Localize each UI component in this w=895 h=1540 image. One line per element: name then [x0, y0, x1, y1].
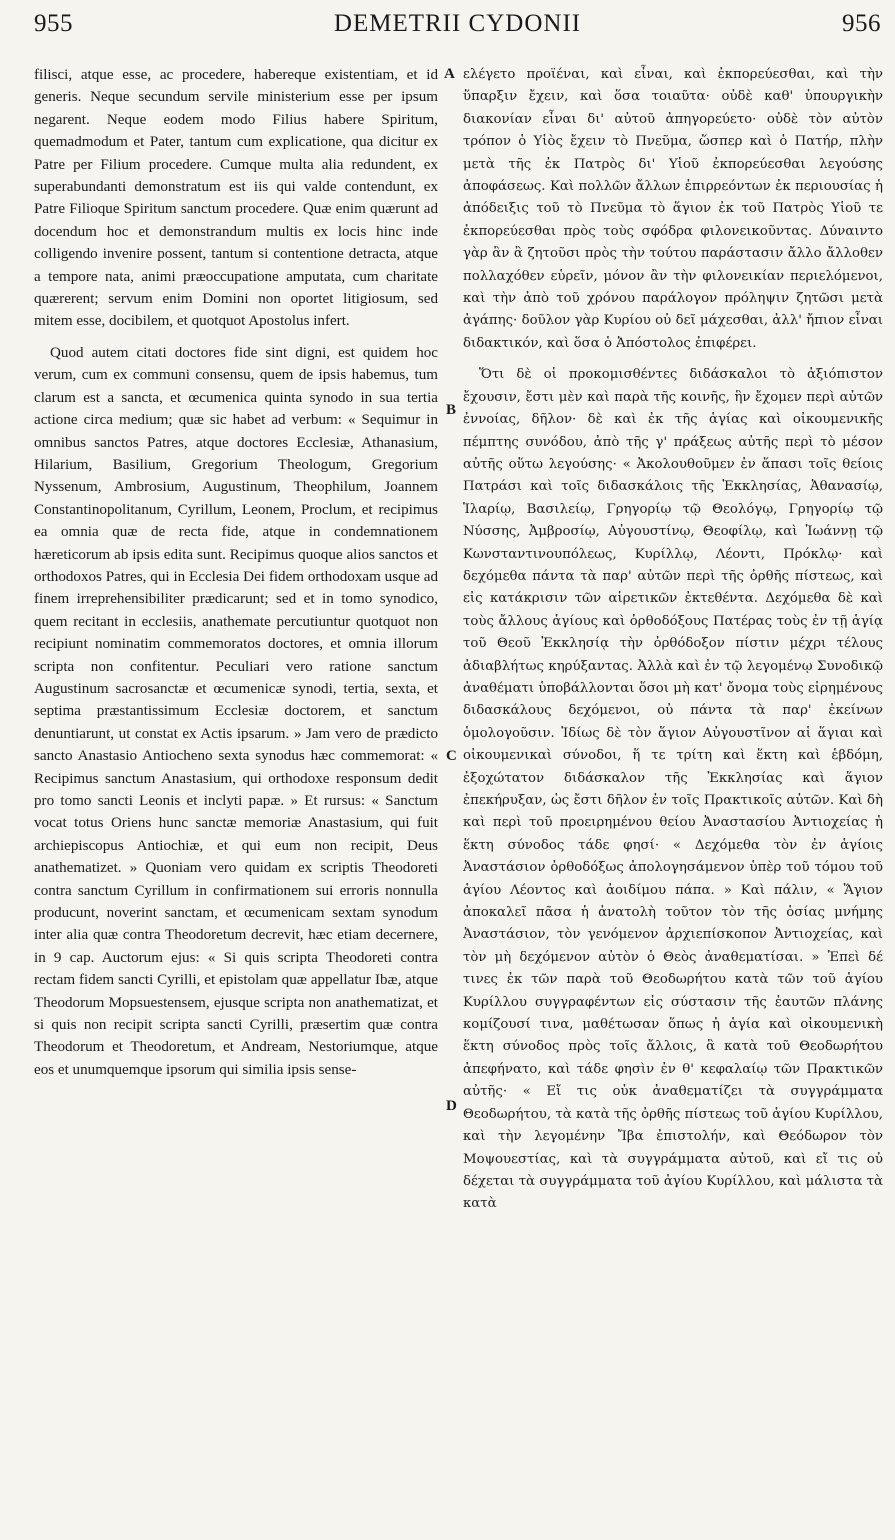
- margin-marker-a: A: [444, 66, 455, 82]
- running-title: DEMETRII CYDONII: [333, 10, 582, 37]
- margin-marker-d: D: [446, 1098, 457, 1114]
- greek-paragraph-2: Ὅτι δὲ οἱ προκομισθέντες διδάσκαλοι τὸ ἀξιόπιστον ἔχουσιν, ἔστι μὲν καὶ παρὰ τῆς κοινῆς, ἣν ἔχομεν περὶ αὐτῶν ἐννοίας, δῆλον· δὲ καὶ ἐκ τῆς ἁγίας καὶ οἰκουμενικῆς πέμπτης συνόδου, ἀπὸ τῆς γ' πράξεως αὐτῆς περὶ τὸ μέσον αὐτῆς οὕτω λεγούσης· « Ἀκολουθοῦμεν ἐν ἅπασι τοῖς θείοις Πατράσι καὶ τοῖς διδασκάλοις τῆς Ἐκκλησίας, Ἀθανασίῳ, Ἱλαρίῳ, Βασιλείῳ, Γρηγορίῳ τῷ Θεολόγῳ, Γρηγορίῳ τῷ Νύσσης, Ἀμβροσίῳ, Αὐγουστίνῳ, Θεοφίλῳ, καὶ Ἰωάννῃ τῷ Κωνσταντινουπόλεως, Κυρίλλῳ, Λέοντι, Πρόκλῳ· καὶ δεχόμεθα πάντα τὰ παρ' αὐτῶν περὶ τῆς ὀρθῆς πίστεως, καὶ εἰς κατάκρισιν τῶν αἱρετικῶν ἐκτεθέντα. Δεχόμεθα δὲ καὶ τοὺς ἄλλους ἁγίους καὶ ὀρθοδόξους Πατέρας τοὺς ἐν τῇ ἁγίᾳ τοῦ Θεοῦ Ἐκκλησίᾳ τὴν ὀρθόδοξον πίστιν μέχρι τέλους ἀδιαβλήτως κηρύξαντας. Ἀλλὰ καὶ ἐν τῷ λεγομένῳ Συνοδικῷ ἀναθέματι ὑποβάλλονται ὅσοι μὴ κατ' ὄνομα τοὺς εἰρημένους διδασκάλους δεχόμενοι, οὐ πάντα τὰ παρ' ἐκείνων ὁμολογοῦσιν. Ἰδίως δὲ τὸν ἅγιον Αὐγουστῖνον αἱ ἅγιαι καὶ οἰκουμενικαὶ σύνοδοι, ἥ τε τρίτη καὶ ἕκτη καὶ ἑβδόμη, ἐξοχώτατον διδάσκαλον τῆς Ἐκκλησίας καὶ ἅγιον ἐπεκήρυξαν, ὡς ἔστι δῆλον ἐν τοῖς Πρακτικοῖς αὐτῶν. Καὶ δὴ καὶ περὶ τοῦ προειρημένου θείου Ἀναστασίου Ἀντιοχείας ἡ ἕκτη σύνοδος τάδε φησί· « Δεχόμεθα τὸν ἐν ἁγίοις Ἀναστάσιον ὀρθοδόξως ἀπολογησάμενον ὑπὲρ τοῦ τόμου τοῦ ἁγίου Λέοντος καὶ ἀοιδίμου πάπα. » Καὶ πάλιν, « Ἅγιον ἀποκαλεῖ πᾶσα ἡ ἀνατολὴ τοῦτον τὸν τῆς ὁσίας μνήμης Ἀναστάσιον, τὸν γενόμενον ἀρχιεπίσκοπον Ἀντιοχείας, καὶ τὸν μὴ δεχόμενον αὐτὸν ὁ Θεὸς ἀναθεματίσαι. » Ἐπεὶ δέ τινες ἐκ τῶν παρὰ τοῦ Θεοδωρήτου κατὰ τῶν τοῦ ἁγίου Κυρίλλου συγγραφέντων εἰς σύστασιν τῆς ἑαυτῶν πλάνης κομίζουσί τινα, μαθέτωσαν ὅπως ἡ ἁγία καὶ οἰκουμενικὴ ἕκτη σύνοδος πρὸς τοῖς ἄλλοις, ἃ κατὰ τοῦ Θεοδωρήτου ἀπεφήνατο, καὶ τάδε φησὶν ἐν θ' κεφαλαίῳ τῶν Πρακτικῶν αὐτῆς· « Εἴ τις οὐκ ἀναθεματίζει τὰ συγγράμματα Θεοδωρήτου, τὰ κατὰ τῆς ὀρθῆς πίστεως τοῦ ἁγίου Κυρίλλου, καὶ τὴν λεγομένην Ἴβα ἐπιστολήν, καὶ Θεόδωρον τὸν Μοψουεστίας, καὶ τὰ συγγράμματα αὐτοῦ, καὶ εἴ τις οὐ δέχεται τὰ συγγράμματα τοῦ ἁγίου Κυρίλλου, καὶ μάλιστα τὰ κατὰ: [463, 367, 883, 1212]
- greek-paragraph-1: ελέγετο προϊέναι, καὶ εἶναι, καὶ ἐκπορεύεσθαι, καὶ τὴν ὕπαρξιν ἔχειν, καὶ ὅσα τοιαῦτα· οὐδὲ καθ' ὑπουργικὴν διακονίαν εἶναι δι' αὐτοῦ ἀπηγορεύετο· οὐδὲ τὸν αὐτὸν τρόπον ὁ Υἱὸς ἔχειν τὸ Πνεῦμα, ὥσπερ καὶ ὁ Πατήρ, πλὴν μετὰ τῆς ἐκ Πατρὸς δι' Υἱοῦ ἐκπορεύεσθαι λεγούσης ἀποφάσεως. Καὶ πολλῶν ἄλλων ἐπιρρεόντων ἐκ περιουσίας ἡ ἀπόδειξις τοῦ τὸ Πνεῦμα τὸ ἅγιον ἐκ τοῦ Πατρὸς Υἱοῦ τε ἐκπορεύεσθαι πρὸς τοὺς σφόδρα φιλονεικοῦντας. Δύναιντο γὰρ ἂν ἃ ζητοῦσι πρὸς τὴν τούτου παράστασιν ἄλλο ἄλλοθεν πολλαχόθεν εὑρεῖν, μόνον ἂν τὴν φιλονεικίαν περιελόμενοι, καὶ τὴν ἀπὸ τοῦ χρόνου παράλογον πρόληψιν ζητῶσι μετὰ ἀγάπης· δοῦλον γὰρ Κυρίου οὐ δεῖ μάχεσθαι, ἀλλ' ἤπιον εἶναι διδακτικόν, καὶ ὅσα ὁ Ἀπόστολος ἐπιφέρει.: [463, 67, 883, 351]
- greek-column: [463, 64, 883, 1216]
- latin-column: [34, 64, 438, 1081]
- margin-marker-c: C: [446, 748, 457, 764]
- margin-marker-b: B: [446, 402, 457, 418]
- running-header: [34, 6, 881, 46]
- page-number-left: 955: [34, 10, 73, 37]
- latin-paragraph-1: filisci, atque esse, ac procedere, habereque existentiam, et id generis. Neque secundum servile ministerium esse per ipsum negarent. Neque eodem modo Filius habere Spiritum, quemadmodum et Pater, tantum cum explicatione, qua dicitur ex Patre per Filium procedere. Cumque multa alia redundent, ex superabundanti demonstratum est iis qui valde contendunt, ex Patre Filioque Spiritum sanctum procedere. Quæ enim quærunt ad docendum hoc et demonstrandum multis ex locis hinc inde colligendo invenire possent, tantum si contentione detracta, atque a tempore nata, animi præoccupatione amputata, cum charitate quærerent; servum enim Domini non oportet litigiosum, sed mitem esse, docibilem, et quotquot Apostolus infert.: [34, 67, 438, 330]
- page-number-right: 956: [842, 10, 881, 37]
- latin-paragraph-2: Quod autem citati doctores fide sint digni, est quidem hoc verum, cum ex communi consensu, quem de ipsis habemus, tum clarum est a sancta, et œcumenica quinta synodo in sua tertia actione circa medium; quæ sic habet ad verbum: « Sequimur in omnibus sanctos Patres, atque doctores Ecclesiæ, Athanasium, Hilarium, Basilium, Gregorium Theologum, Gregorium Nyssenum, Ambrosium, Augustinum, Theophilum, Joannem Constantinopolitanum, Cyrillum, Leonem, Proclum, et recipimus ea omnia quæ de recta fide, atque in condemnationem hæreticorum ab ipsis edita sunt. Recipimus quoque alios sanctos et orthodoxos Patres, qui in Ecclesia Dei fidem orthodoxam usque ad finem irreprehensibiliter prædicarunt; sed et in tomo synodico, quem recitant in ecclesiis, anathemate percutiuntur quotquot non recipiunt nominatim commemoratos doctores, et omnia illorum scripta non confitentur. Peculiari vero ratione sanctum Augustinum sacrosanctæ et œcumenicæ synodi, tertia, sexta, et septima præstantissimum Ecclesiæ doctorem, et sanctum denuntiarunt, ut constat ex Actis ipsarum. » Jam vero de prædicto sancto Anastasio Antiocheno sexta synodus hæc commemorat: « Recipimus sanctum Anastasium, qui orthodoxe responsum dedit pro tomo sancti Leonis et inclyti papæ. » Et rursus: « Sanctum vocat totus Oriens hunc sanctæ memoriæ Anastasium, qui fuit archiepiscopus Antiochiæ, et qui eum non recipit, Deus anathematizet. » Quoniam vero quidam ex scriptis Theodoreti contra sanctum Cyrillum in confirmationem sui erroris nonnulla producunt, noverint sanctam, et œcumenicam sextam synodum inter alia quæ contra Theodoretum decrevit, hæc etiam decernere, in 9 cap. Auctorum ejus: « Si quis scripta Theodoreti contra rectam fidem sancti Cyrilli, et epistolam quæ appellatur Ibæ, atque Theodorum Mopsuestensem, ejusque scripta non anathematizat, et si quis non recipit scripta sancti Cyrilli, præsertim quæ contra Theodorum et Theodoretum, et Andream, Nestoriumque, atque eos et unumquemque ipsorum qui similia ipsis sense-: [34, 344, 438, 1078]
